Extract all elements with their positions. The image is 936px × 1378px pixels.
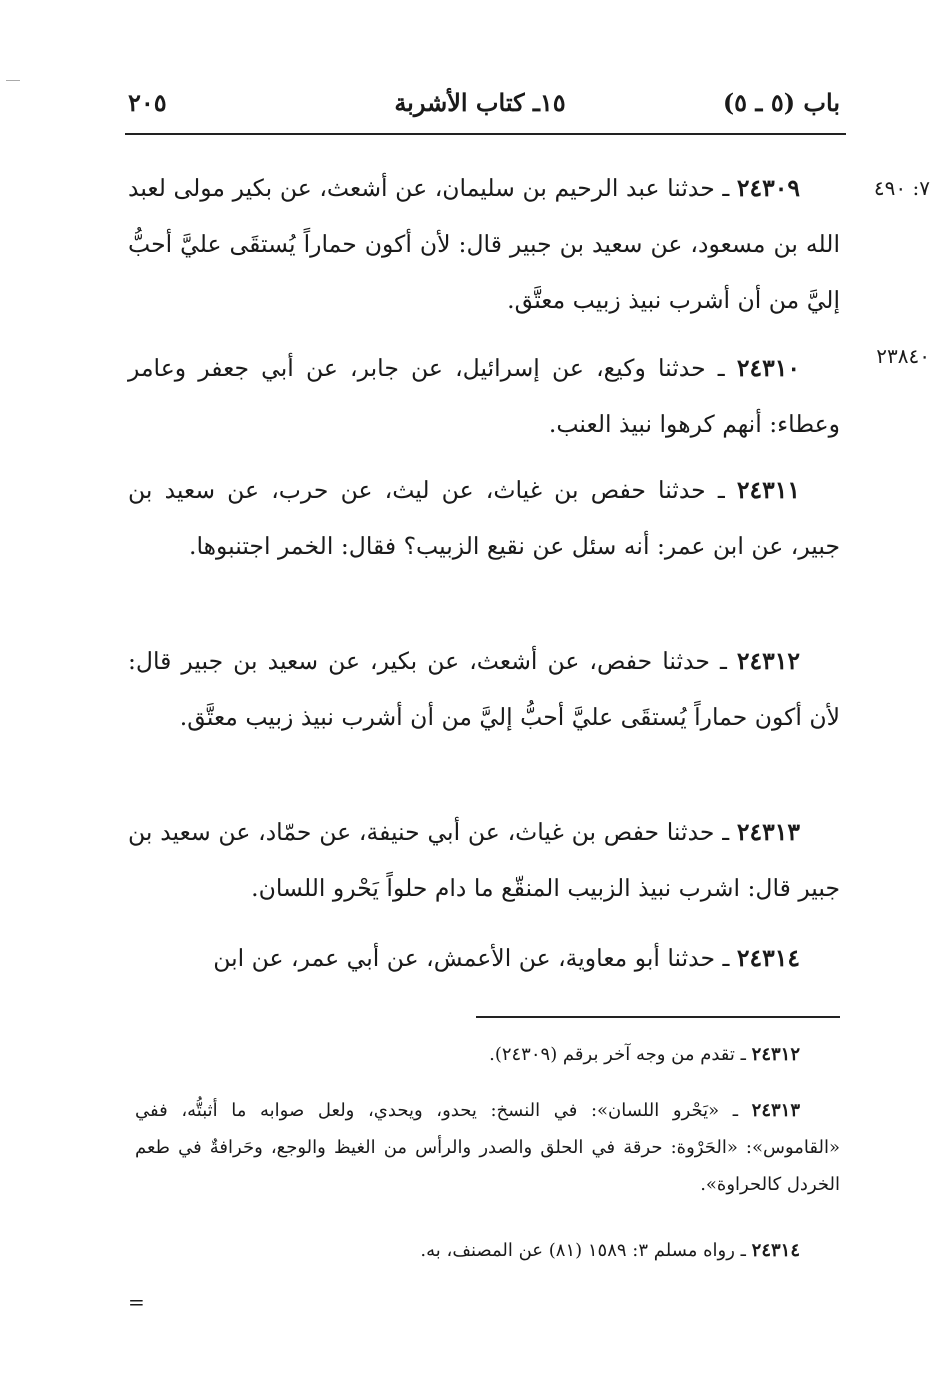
hadith-paragraph [128, 804, 840, 916]
footnote-number: ٢٤٣١٤ [751, 1240, 800, 1261]
hadith-number: ٢٤٣١١ [736, 476, 800, 504]
hadith-number: ٢٤٣٠٩ [736, 174, 800, 202]
hadith-paragraph [128, 930, 840, 986]
footnote-text: ـ «يَحْرو اللسان»: في النسخ: يحدو، ويحدي، ولعل صوابه ما أثبتُّه، ففي «القاموس»: «الحَرْوة: حرقة في الحلق والصدر والرأس من الغيظ والوجع، وحَرافةٌ في طعم الخردل كالحراوة». [135, 1100, 840, 1195]
footnote [135, 1232, 840, 1269]
footnote-number: ٢٤٣١٢ [751, 1044, 800, 1065]
hadith-number: ٢٤٣١٢ [736, 647, 800, 675]
hadith-text: ـ حدثنا حفص بن غياث، عن ليث، عن حرب، عن سعيد بن جبير، عن ابن عمر: أنه سئل عن نقيع الزبيب؟ فقال: الخمر اجتنبوها. [128, 476, 840, 560]
hadith-paragraph [128, 462, 840, 574]
end-mark: = [128, 1290, 145, 1314]
footnote-text: ـ رواه مسلم ٣: ١٥٨٩ (٨١) عن المصنف، به. [420, 1240, 752, 1261]
margin-ref: ٢٣٨٤٠ [876, 344, 930, 368]
hadith-paragraph [128, 160, 840, 328]
footnote-text: ـ تقدم من وجه آخر برقم (٢٤٣٠٩). [489, 1044, 752, 1065]
footnote-number: ٢٤٣١٣ [751, 1100, 800, 1121]
hadith-text: ـ حدثنا وكيع، عن إسرائيل، عن جابر، عن أبي جعفر وعامر وعطاء: أنهم كرهوا نبيذ العنب. [128, 354, 840, 438]
footnote [135, 1092, 840, 1203]
footnote-separator [476, 1016, 840, 1018]
hadith-text: ـ حدثنا أبو معاوية، عن الأعمش، عن أبي عمر، عن ابن [213, 944, 737, 972]
hadith-paragraph [128, 633, 840, 745]
hadith-text: ـ حدثنا عبد الرحيم بن سليمان، عن أشعث، عن بكير مولى لعبد الله بن مسعود، عن سعيد بن جبير قال: لأن أكون حماراً يُستقَى عليَّ أحبُّ إليَّ من أن أشرب نبيذ زبيب معتَّق. [128, 174, 840, 314]
hadith-text: ـ حدثنا حفص بن غياث، عن أبي حنيفة، عن حمّاد، عن سعيد بن جبير قال: اشرب نبيذ الزبيب المنقّع ما دام حلواً يَحْرو اللسان. [128, 818, 840, 902]
running-head-book: ١٥ـ كتاب الأشربة [394, 88, 566, 117]
scan-corner-mark [6, 80, 20, 81]
running-head-chapter: باب (٥ ـ ٥) [722, 88, 840, 117]
hadith-text: ـ حدثنا حفص، عن أشعث، عن بكير، عن سعيد بن جبير قال: لأن أكون حماراً يُستقَى عليَّ أحبُّ إليَّ من أن أشرب نبيذ زبيب معتَّق. [128, 647, 840, 731]
margin-ref: ٧: ٤٩٠ [873, 176, 930, 200]
hadith-paragraph [128, 340, 840, 452]
footnote [135, 1036, 840, 1073]
hadith-number: ٢٤٣١٣ [736, 818, 800, 846]
hadith-number: ٢٤٣١٠ [736, 354, 800, 382]
hadith-number: ٢٤٣١٤ [736, 944, 800, 972]
header-rule [125, 133, 846, 135]
page-number: ٢٠٥ [128, 88, 167, 117]
